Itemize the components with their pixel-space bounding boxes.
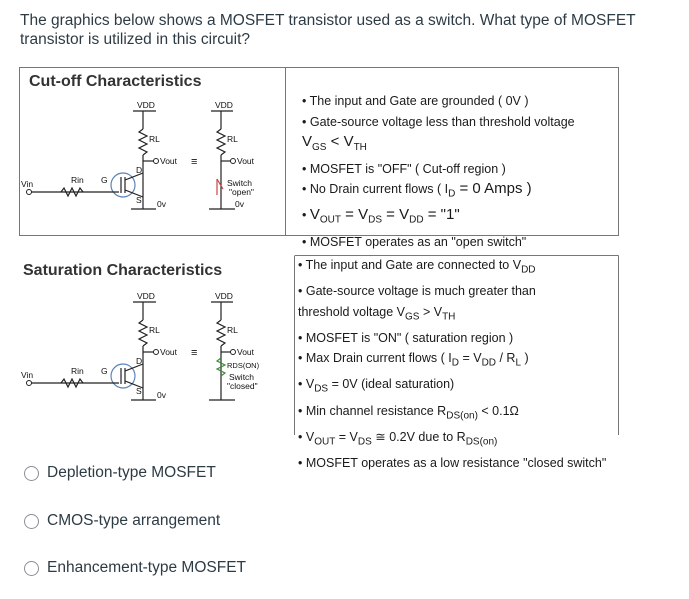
sat-b7-pre: Min channel resistance R	[305, 403, 447, 418]
cutoff-vout-label: Vout	[160, 156, 178, 166]
cutoff-circuit-diagram	[21, 99, 281, 239]
radio-button[interactable]	[24, 561, 39, 576]
cutoff-bullet-text: MOSFET is "OFF" ( Cut-off region )	[309, 161, 506, 176]
cutoff-bullet-text: The input and Gate are grounded ( 0V )	[309, 94, 529, 108]
sat-switch-state: "closed"	[227, 381, 258, 391]
sat-equiv-sign: ≡	[191, 347, 198, 359]
cutoff-equiv-sign: ≡	[191, 156, 198, 168]
sat-b5-sub: D	[451, 357, 459, 369]
sat-rds-label: RDS(ON)	[227, 361, 260, 370]
sat-switch-label: Switch	[229, 372, 255, 382]
sat-b8-sub: OUT	[314, 436, 336, 448]
vds-sub: DS	[368, 214, 382, 226]
option-label: Enhancement-type MOSFET	[47, 559, 246, 576]
sat-b8-mid: = V	[335, 429, 358, 444]
sat-b4-text: MOSFET is "ON" ( saturation region )	[305, 330, 514, 345]
sat-rl-label-2: RL	[227, 325, 238, 335]
cutoff-bullet-text: Gate-source voltage less than threshold voltage	[309, 114, 575, 129]
cutoff-bullet: • MOSFET operates as an "open switch"	[302, 234, 527, 249]
sat-source-label: S	[136, 386, 142, 396]
vth-sub: TH	[353, 142, 367, 154]
sat-zero-label: 0v	[157, 390, 166, 400]
saturation-circuit-diagram	[21, 290, 281, 430]
sat-bullet-9: • MOSFET operates as a low resistance "closed switch"	[298, 455, 607, 470]
sat-b5-mid2: / R	[496, 351, 516, 366]
sat-b3-pre: threshold voltage V	[298, 304, 406, 319]
sat-b8-mid2: ≅ 0.2V due to R	[371, 429, 466, 444]
sat-vout-label: Vout	[160, 347, 178, 357]
vgs-sub: GS	[312, 142, 327, 154]
cutoff-drain-label: D	[136, 165, 143, 175]
sat-vout-label-2: Vout	[237, 347, 255, 357]
cutoff-bullet: • The input and Gate are grounded ( 0V )	[302, 94, 529, 108]
sat-b6-post: = 0V (ideal saturation)	[328, 377, 455, 392]
vout-mid2: = V	[382, 206, 410, 224]
option-enhancement[interactable]	[24, 559, 246, 577]
cutoff-rl-label-2: RL	[227, 134, 238, 144]
sat-b6-sub: DS	[314, 383, 329, 395]
sat-bullet-4: • MOSFET is "ON" ( saturation region )	[298, 330, 514, 345]
id-sub: D	[448, 188, 456, 200]
vgs-v: V	[302, 133, 313, 151]
sat-b3-sub2: TH	[442, 311, 456, 323]
id-post: = 0 Amps )	[455, 180, 532, 198]
sat-b1-pre: The input and Gate are connected to V	[305, 258, 522, 272]
sat-b3-mid: > V	[419, 304, 443, 319]
vout-v: V	[309, 206, 320, 224]
cutoff-vdd-label-2: VDD	[215, 100, 233, 110]
cutoff-gate-label: G	[101, 175, 108, 185]
radio-button[interactable]	[24, 466, 39, 481]
saturation-title: Saturation Characteristics	[23, 262, 223, 279]
sat-rl-label: RL	[149, 325, 160, 335]
sat-bullet-7: • Min channel resistance $R_{DS(on)} < 0.1\Omega$	[298, 403, 519, 422]
cutoff-vgs-line	[302, 132, 575, 159]
sat-vin-label: Vin	[21, 370, 34, 380]
vgs-rel: < V	[326, 133, 354, 151]
cutoff-bullets	[302, 91, 575, 252]
sat-b1-sub: DD	[521, 264, 536, 276]
cutoff-title: Cut-off Characteristics	[29, 73, 202, 90]
sat-bullet-8: • $V_{OUT} = V_{DS}$ ≅ 0.2V due to $R_{DS(on)}$	[298, 429, 498, 448]
sat-b2-text: Gate-source voltage is much greater than	[305, 284, 536, 299]
mosfet-switch-figure	[19, 67, 619, 470]
cutoff-bullet: • MOSFET is "OFF" ( Cut-off region )	[302, 161, 506, 176]
sat-bullet-3	[298, 302, 606, 328]
sat-vdd-label: VDD	[137, 291, 155, 301]
sat-b7-sub: DS(on)	[446, 410, 478, 422]
sat-b9-text: MOSFET operates as a low resistance "closed switch"	[305, 455, 607, 470]
cutoff-rin-label: Rin	[71, 175, 84, 185]
sat-vdd-label-2: VDD	[215, 291, 233, 301]
vout-mid: = V	[340, 206, 369, 224]
cutoff-switch-label: Switch	[227, 178, 253, 188]
sat-b5-mid: = V	[458, 351, 482, 366]
cutoff-vin-label: Vin	[21, 179, 34, 189]
sat-rin-label: Rin	[71, 366, 84, 376]
sat-b8-pre: V	[305, 429, 315, 444]
option-label: CMOS-type arrangement	[47, 512, 221, 529]
cutoff-zero-label: 0v	[157, 199, 166, 209]
vdd-sub: DD	[409, 214, 424, 226]
sat-bullet-5: • Max Drain current flows ( $I_D = V_{DD} / R_L$ )	[298, 351, 529, 369]
vout-sub: OUT	[319, 214, 341, 226]
cutoff-vout-line: • $V_{OUT} = V_{DS} = V_{DD}$ = "1"	[302, 206, 460, 226]
option-label: Depletion-type MOSFET	[47, 464, 216, 481]
sat-b5-sub2: DD	[481, 357, 497, 369]
id-pre: No Drain current flows ( I	[309, 182, 449, 197]
sat-b5-sub3: L	[515, 357, 522, 369]
vout-post: = "1"	[423, 206, 460, 224]
sat-drain-label: D	[136, 356, 143, 366]
sat-b5-post: )	[521, 351, 529, 366]
option-cmos[interactable]	[24, 512, 220, 530]
cutoff-vdd-label: VDD	[137, 100, 155, 110]
cutoff-source-label: S	[136, 195, 142, 205]
cutoff-id-line: • No Drain current flows ( $I_D = 0$ Amps )	[302, 180, 532, 200]
sat-gate-label: G	[101, 366, 108, 376]
cutoff-bullet: • Gate-source voltage less than threshold voltage	[302, 114, 575, 129]
cutoff-bullet-text: MOSFET operates as an "open switch"	[309, 234, 527, 249]
question-text: The graphics below shows a MOSFET transistor used as a switch. What type of MOSFET transistor is utilized in this circuit?	[20, 12, 636, 48]
sat-b3-sub: GS	[405, 311, 420, 323]
option-depletion[interactable]	[24, 464, 216, 482]
sat-bullet-6: • $V_{DS} = 0V$ (ideal saturation)	[298, 377, 455, 395]
sat-bullet-1: • The input and Gate are connected to $V_{DD}$	[298, 258, 536, 276]
radio-button[interactable]	[24, 514, 39, 529]
sat-b8-sub2: DS	[357, 436, 372, 448]
sat-bullet-2: • Gate-source voltage is much greater than	[298, 284, 536, 299]
cutoff-zero-label-2: 0v	[235, 199, 244, 209]
sat-b8-sub3: DS(on)	[465, 436, 498, 448]
sat-b5-pre: Max Drain current flows ( I	[305, 351, 452, 366]
sat-b7-post: < 0.1Ω	[477, 403, 519, 418]
cutoff-rl-label: RL	[149, 134, 160, 144]
cutoff-switch-state: "open"	[229, 187, 254, 197]
saturation-bullets	[298, 255, 606, 473]
sat-b6-pre: V	[305, 377, 315, 392]
cutoff-vout-label-2: Vout	[237, 156, 255, 166]
